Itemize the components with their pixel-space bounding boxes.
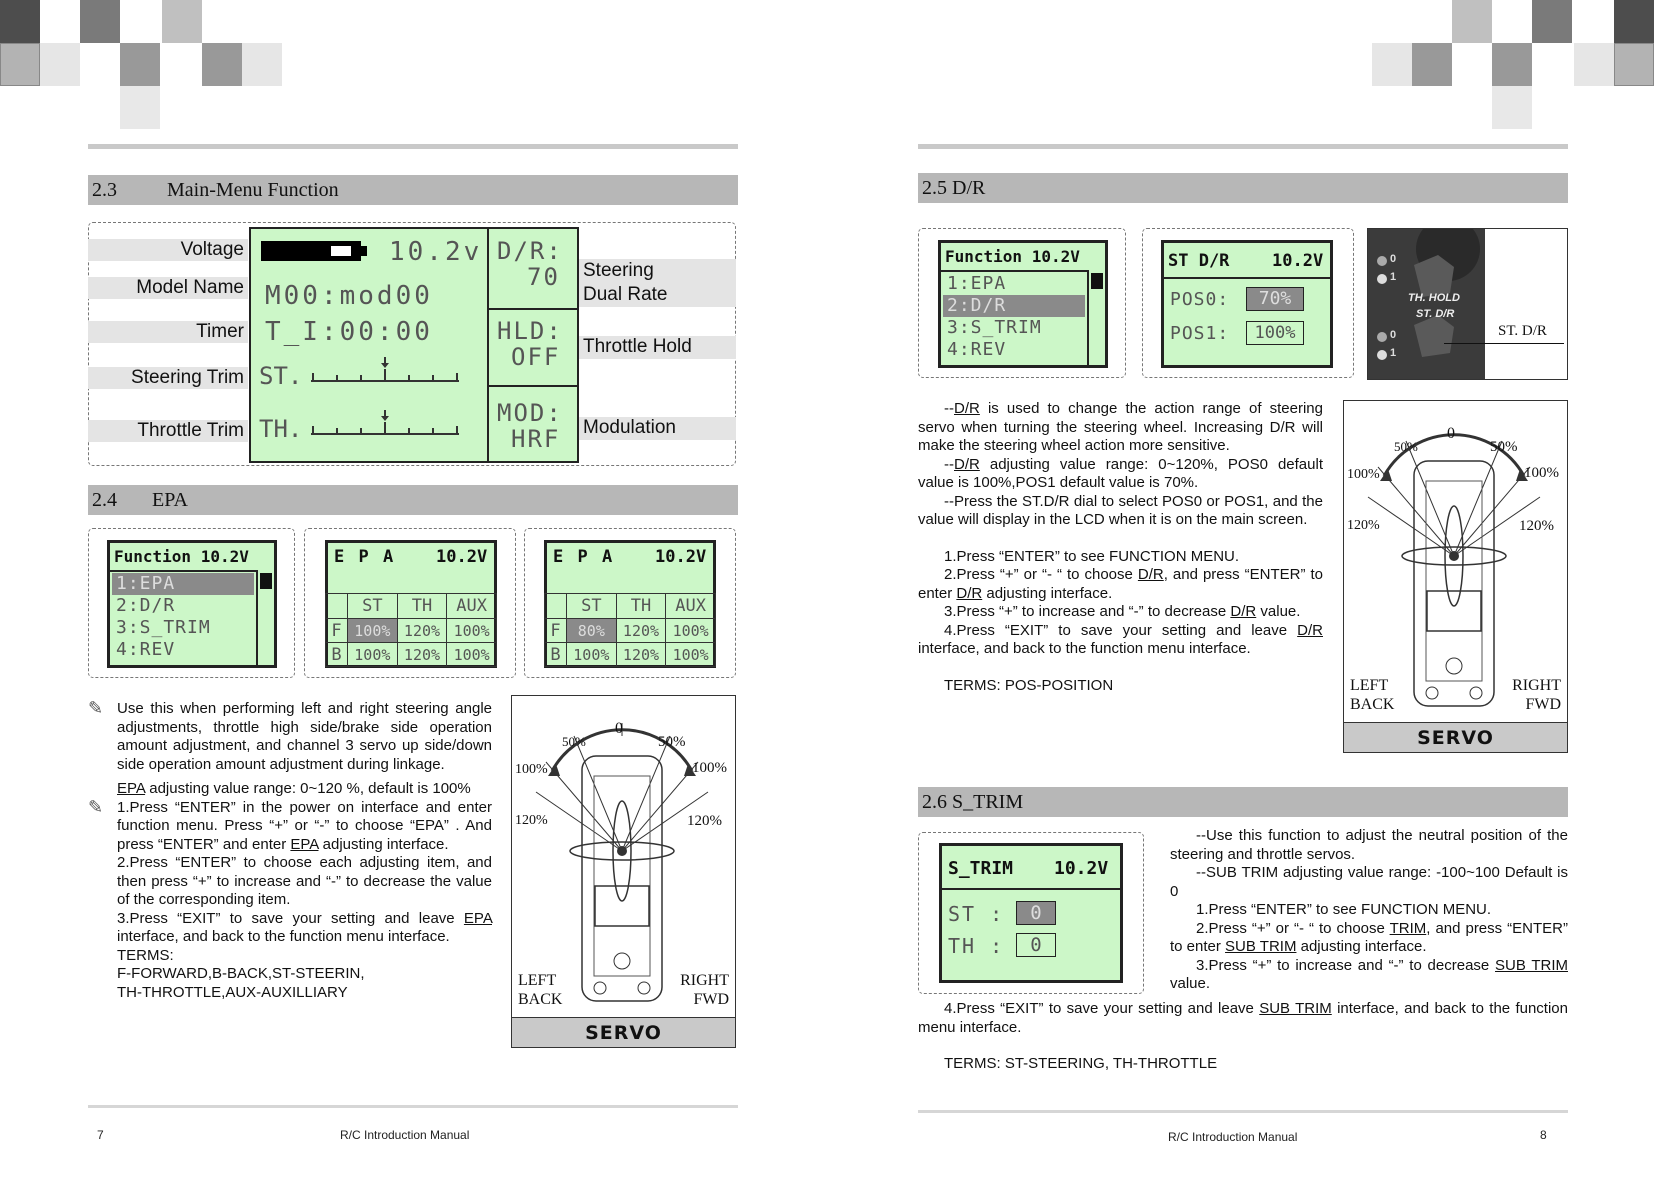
strim-st-label: ST : bbox=[948, 902, 1005, 926]
epa1-b-st: 100% bbox=[348, 643, 398, 667]
strim-s2-c: , and press “ENTER” to enter bbox=[1170, 919, 1568, 955]
dr-para-3: --Press the ST.D/R dial to select POS0 or POS1, and the value will display in the LCD when it is on the main screen. bbox=[918, 492, 1323, 528]
dr-step-4 bbox=[918, 622, 1323, 659]
epa-terms-label: TERMS: bbox=[117, 946, 174, 964]
dr-item-dr: 2:D/R bbox=[943, 295, 1085, 317]
epa2-table bbox=[544, 593, 716, 667]
strim-st-value: 0 bbox=[1016, 901, 1056, 925]
dr-s3-a: 3.Press “+” to increase and “-” to decrease bbox=[944, 603, 1231, 620]
epa-term: EPA bbox=[117, 780, 146, 797]
st-dr-callout: ST. D/R bbox=[1498, 323, 1547, 339]
dr-s2-a: 2.Press “+” or “- “ to choose bbox=[944, 566, 1138, 583]
strim-head: S_TRIM bbox=[948, 858, 1014, 879]
footer-title-right: R/C Introduction Manual bbox=[1168, 1130, 1298, 1144]
dr-para-1 bbox=[918, 400, 1323, 456]
pos0-value: 70% bbox=[1246, 287, 1304, 311]
servo-zero: 0 bbox=[615, 720, 623, 737]
epa1-b-aux: 100% bbox=[447, 643, 497, 667]
epa-step3-end: interface, and back to the function menu interface. bbox=[117, 928, 450, 945]
switch-label-1a: 1 bbox=[1390, 271, 1397, 283]
epa1-col-aux: AUX bbox=[447, 594, 497, 619]
lcd-st: ST. bbox=[259, 362, 303, 390]
lcd-mod-value: HRF bbox=[511, 425, 561, 453]
dr-step-1: 1.Press “ENTER” to see FUNCTION MENU. bbox=[944, 547, 1240, 565]
function-lcd-head: Function 10.2V bbox=[114, 547, 249, 566]
epa2-voltage: 10.2V bbox=[655, 547, 707, 567]
dr-p1-text: is used to change the action range of steering servo when turning the steering wheel. Increasing D/R will make the steering wheel action more sensitive. bbox=[918, 400, 1323, 454]
label-steering-trim: Steering Trim bbox=[88, 367, 248, 389]
label-voltage: Voltage bbox=[88, 239, 248, 261]
dr-s3-b: D/R bbox=[1230, 603, 1257, 620]
strim-step-2 bbox=[1170, 920, 1568, 957]
main-lcd bbox=[249, 227, 579, 463]
servo-diagram-right bbox=[1343, 400, 1568, 753]
servo-zero: 0 bbox=[1447, 425, 1455, 442]
dr-p1-term: D/R bbox=[954, 400, 980, 417]
lcd-dr-label: D/R: bbox=[497, 237, 563, 265]
epa-step1-term: EPA bbox=[290, 835, 319, 853]
dr-p2-text: adjusting value range: 0~120%, POS0 default value is 100%,POS1 default value is 70%. bbox=[918, 455, 1323, 491]
page-number-right: 8 bbox=[1540, 1128, 1547, 1142]
servo-fwd-label: FWD bbox=[693, 991, 729, 1008]
switch-label-0a: 0 bbox=[1390, 253, 1397, 265]
pencil-icon: ✎ bbox=[88, 797, 104, 817]
strim-terms: TERMS: ST-STEERING, TH-THROTTLE bbox=[944, 1055, 1218, 1072]
servo-drawing bbox=[512, 696, 737, 1018]
strim-s2-d: SUB TRIM bbox=[1225, 938, 1297, 955]
servo-100-left: 100% bbox=[1347, 467, 1380, 482]
dr-lcd-voltage: 10.2V bbox=[1272, 251, 1324, 271]
epa1-col-blank bbox=[326, 594, 348, 619]
dr-step-2 bbox=[918, 566, 1323, 603]
epa-terms-2: TH-THROTTLE,AUX-AUXILLIARY bbox=[117, 983, 348, 1001]
lcd-dr-value: 70 bbox=[527, 263, 560, 291]
dr-function-lcd bbox=[938, 240, 1108, 368]
epa2-b-st: 100% bbox=[567, 643, 617, 667]
label-dual-rate: Dual Rate bbox=[583, 284, 668, 305]
strim-step-3 bbox=[1170, 957, 1568, 994]
dr-step-3 bbox=[918, 603, 1323, 622]
epa2-head: E P A bbox=[553, 547, 615, 567]
epa-para-3 bbox=[117, 799, 492, 855]
switch-label-1b: 1 bbox=[1390, 347, 1397, 359]
dr-lcd-head: ST D/R bbox=[1168, 251, 1230, 271]
epa1-f-th: 120% bbox=[397, 619, 447, 643]
dr-s4-b: D/R bbox=[1297, 621, 1323, 639]
epa-lcd-2 bbox=[544, 540, 716, 668]
strim-s2-e: adjusting interface. bbox=[1296, 938, 1427, 955]
servo-drawing bbox=[1344, 401, 1569, 723]
dr-function-head: Function 10.2V bbox=[945, 247, 1080, 266]
strim-step-4 bbox=[918, 1000, 1568, 1037]
strim-th-label: TH : bbox=[948, 934, 1005, 958]
epa1-f-st: 100% bbox=[348, 619, 398, 643]
section-2-5-header: 2.5 D/R bbox=[918, 173, 1568, 203]
lcd-th: TH. bbox=[259, 415, 303, 443]
dr-item-epa: 1:EPA bbox=[947, 273, 1007, 294]
servo-right-label: RIGHT bbox=[1512, 677, 1561, 694]
function-item-dr: 2:D/R bbox=[116, 595, 176, 616]
servo-back-label: BACK bbox=[1350, 696, 1395, 713]
header-rule-left bbox=[88, 144, 738, 149]
strim-s3-b: SUB TRIM bbox=[1495, 956, 1568, 974]
section-2-4-header: 2.4 EPA bbox=[88, 485, 738, 515]
servo-back-label: BACK bbox=[518, 991, 563, 1008]
strim-s4-b: SUB TRIM bbox=[1259, 1000, 1332, 1017]
epa-step3-term: EPA bbox=[463, 909, 492, 927]
label-timer: Timer bbox=[88, 321, 248, 343]
strim-text-bottom bbox=[918, 1000, 1568, 1074]
epa2-f-aux: 100% bbox=[666, 619, 716, 643]
strim-s2-a: 2.Press “+” or “- “ to choose bbox=[1196, 919, 1390, 937]
servo-100-left: 100% bbox=[515, 762, 548, 777]
lcd-hld-label: HLD: bbox=[497, 317, 563, 345]
servo-fwd-label: FWD bbox=[1525, 696, 1561, 713]
servo-caption: SERVO bbox=[512, 1017, 735, 1047]
scroll-indicator bbox=[1091, 273, 1103, 289]
strim-s3-a: 3.Press “+” to increase and “-” to decrease bbox=[1196, 956, 1496, 974]
epa2-col-th: TH bbox=[616, 594, 666, 619]
dr-item-rev: 4:REV bbox=[947, 339, 1007, 360]
servo-50-left: 50% bbox=[1394, 439, 1418, 454]
lcd-hld-value: OFF bbox=[511, 343, 561, 371]
label-throttle-hold: Throttle Hold bbox=[583, 336, 692, 357]
function-menu-lcd bbox=[107, 540, 277, 668]
servo-diagram-left bbox=[511, 695, 736, 1048]
label-throttle-trim: Throttle Trim bbox=[88, 420, 248, 442]
function-item-strim: 3:S_TRIM bbox=[116, 617, 211, 638]
lcd-timer: T_I:00:00 bbox=[265, 317, 433, 347]
dr-p1-dash: -- bbox=[944, 400, 954, 417]
epa2-f-st: 80% bbox=[567, 619, 617, 643]
strim-lcd bbox=[939, 843, 1123, 983]
epa2-row-f: F bbox=[545, 619, 567, 643]
lcd-voltage: 10.2v bbox=[389, 237, 483, 267]
label-th-hold: TH. HOLD bbox=[1408, 292, 1460, 304]
epa-step3-text: 3.Press “EXIT” to save your setting and leave bbox=[117, 909, 464, 927]
dr-s2-d: D/R bbox=[956, 584, 983, 602]
epa2-b-aux: 100% bbox=[666, 643, 716, 667]
strim-s4-c: interface, and back to the function menu interface. bbox=[918, 1000, 1568, 1036]
servo-50-right: 50% bbox=[1490, 439, 1518, 455]
dr-para-2 bbox=[918, 456, 1323, 493]
throttle-trim-scale bbox=[311, 410, 471, 440]
dr-s2-b: D/R bbox=[1137, 566, 1164, 583]
servo-120-left: 120% bbox=[515, 813, 548, 828]
dr-text-block bbox=[918, 400, 1323, 695]
epa2-col-st: ST bbox=[567, 594, 617, 619]
lcd-mod-label: MOD: bbox=[497, 399, 563, 427]
epa-para-5 bbox=[117, 910, 492, 947]
epa2-row-b: B bbox=[545, 643, 567, 667]
strim-s4-a: 4.Press “EXIT” to save your setting and leave bbox=[944, 1000, 1260, 1017]
servo-100-right: 100% bbox=[692, 760, 727, 776]
steering-trim-scale bbox=[311, 357, 471, 387]
dr-terms: TERMS: POS-POSITION bbox=[944, 676, 1114, 694]
dr-item-strim: 3:S_TRIM bbox=[947, 317, 1042, 338]
scroll-indicator bbox=[260, 573, 272, 589]
epa-para-4: 2.Press “ENTER” to choose each adjusting item, and then press “+” to increase and “-” to decrease the value of the corresponding item. bbox=[117, 854, 492, 908]
servo-120-right: 120% bbox=[1519, 518, 1554, 534]
strim-text-block bbox=[1170, 827, 1568, 994]
label-modulation: Modulation bbox=[583, 417, 676, 438]
dr-s2-e: adjusting interface. bbox=[982, 584, 1113, 602]
section-2-6-header: 2.6 S_TRIM bbox=[918, 787, 1568, 817]
epa1-table bbox=[325, 593, 497, 667]
label-model-name: Model Name bbox=[88, 277, 248, 299]
strim-s3-c: value. bbox=[1170, 975, 1211, 992]
strim-para-2: --SUB TRIM adjusting value range: -100~100 Default is 0 bbox=[1170, 864, 1568, 900]
epa1-f-aux: 100% bbox=[447, 619, 497, 643]
battery-icon bbox=[261, 241, 361, 261]
switch-label-0b: 0 bbox=[1390, 329, 1397, 341]
pos1-value: 100% bbox=[1246, 321, 1304, 345]
dr-setting-lcd bbox=[1161, 240, 1333, 368]
epa1-col-st: ST bbox=[348, 594, 398, 619]
function-item-epa: 1:EPA bbox=[112, 573, 254, 595]
footer-title-left: R/C Introduction Manual bbox=[340, 1128, 470, 1142]
dr-s3-c: value. bbox=[1256, 603, 1301, 620]
epa1-row-b: B bbox=[326, 643, 348, 667]
epa1-col-th: TH bbox=[397, 594, 447, 619]
servo-left-label: LEFT bbox=[1350, 677, 1389, 694]
footer-rule-left bbox=[88, 1105, 738, 1108]
label-st-dr: ST. D/R bbox=[1416, 308, 1455, 320]
epa2-col-aux: AUX bbox=[666, 594, 716, 619]
dr-s2-c: , and press “ENTER” to enter bbox=[918, 566, 1323, 602]
strim-th-value: 0 bbox=[1016, 933, 1056, 957]
servo-50-left: 50% bbox=[562, 734, 586, 749]
servo-caption: SERVO bbox=[1344, 722, 1567, 752]
servo-120-right: 120% bbox=[687, 813, 722, 829]
header-rule-right bbox=[918, 144, 1568, 149]
epa-terms-1: F-FORWARD,B-BACK,ST-STEERIN, bbox=[117, 965, 365, 982]
servo-100-right: 100% bbox=[1524, 465, 1559, 481]
epa1-voltage: 10.2V bbox=[436, 547, 488, 567]
epa-text-block bbox=[117, 700, 492, 1002]
footer-rule-right bbox=[918, 1110, 1568, 1113]
strim-step-1: 1.Press “ENTER” to see FUNCTION MENU. bbox=[1196, 901, 1492, 918]
epa1-head: E P A bbox=[334, 547, 396, 567]
servo-120-left: 120% bbox=[1347, 518, 1380, 533]
dr-p2-term: D/R bbox=[954, 455, 980, 473]
dr-p2-dash: -- bbox=[944, 455, 954, 473]
page-number-left: 7 bbox=[97, 1128, 104, 1142]
epa1-row-f: F bbox=[326, 619, 348, 643]
epa2-f-th: 120% bbox=[616, 619, 666, 643]
servo-right-label: RIGHT bbox=[680, 972, 729, 989]
epa1-b-th: 120% bbox=[397, 643, 447, 667]
strim-para-1: --Use this function to adjust the neutral position of the steering and throttle servos. bbox=[1170, 827, 1568, 863]
section-2-3-header: 2.3 Main-Menu Function bbox=[88, 175, 738, 205]
pos0-label: POS0: bbox=[1170, 289, 1230, 310]
function-item-rev: 4:REV bbox=[116, 639, 176, 660]
epa-para-1: Use this when performing left and right steering angle adjustments, throttle high side/brake side operation amount adjustment, and channel 3 servo up side/down side operation amount adjustment during linkage. bbox=[117, 700, 492, 773]
switch-photo-dark bbox=[1368, 229, 1485, 379]
epa-step1-end: adjusting interface. bbox=[318, 835, 449, 853]
switch-photo bbox=[1367, 228, 1568, 380]
switch-drawing bbox=[1368, 229, 1485, 379]
label-steering: Steering bbox=[583, 260, 654, 281]
strim-voltage: 10.2V bbox=[1054, 858, 1109, 879]
pencil-icon: ✎ bbox=[88, 698, 104, 718]
lcd-model: M00:mod00 bbox=[265, 281, 433, 311]
servo-50-right: 50% bbox=[658, 734, 686, 750]
epa2-col-blank bbox=[545, 594, 567, 619]
epa2-b-th: 120% bbox=[616, 643, 666, 667]
dr-s4-a: 4.Press “EXIT” to save your setting and leave bbox=[944, 621, 1298, 639]
epa-lcd-1 bbox=[325, 540, 497, 668]
servo-left-label: LEFT bbox=[518, 972, 557, 989]
dr-s4-c: interface, and back to the function menu interface. bbox=[918, 640, 1251, 657]
pos1-label: POS1: bbox=[1170, 323, 1230, 344]
strim-s2-b: TRIM bbox=[1389, 919, 1427, 937]
epa-step1-text: 1.Press “ENTER” in the power on interface and enter function menu. Press “+” or “-” to choose “EPA” . And press “ENTER” and enter bbox=[117, 798, 492, 853]
epa-para-2 bbox=[117, 780, 492, 799]
epa-range-text: adjusting value range: 0~120 %, default is 100% bbox=[145, 780, 471, 797]
